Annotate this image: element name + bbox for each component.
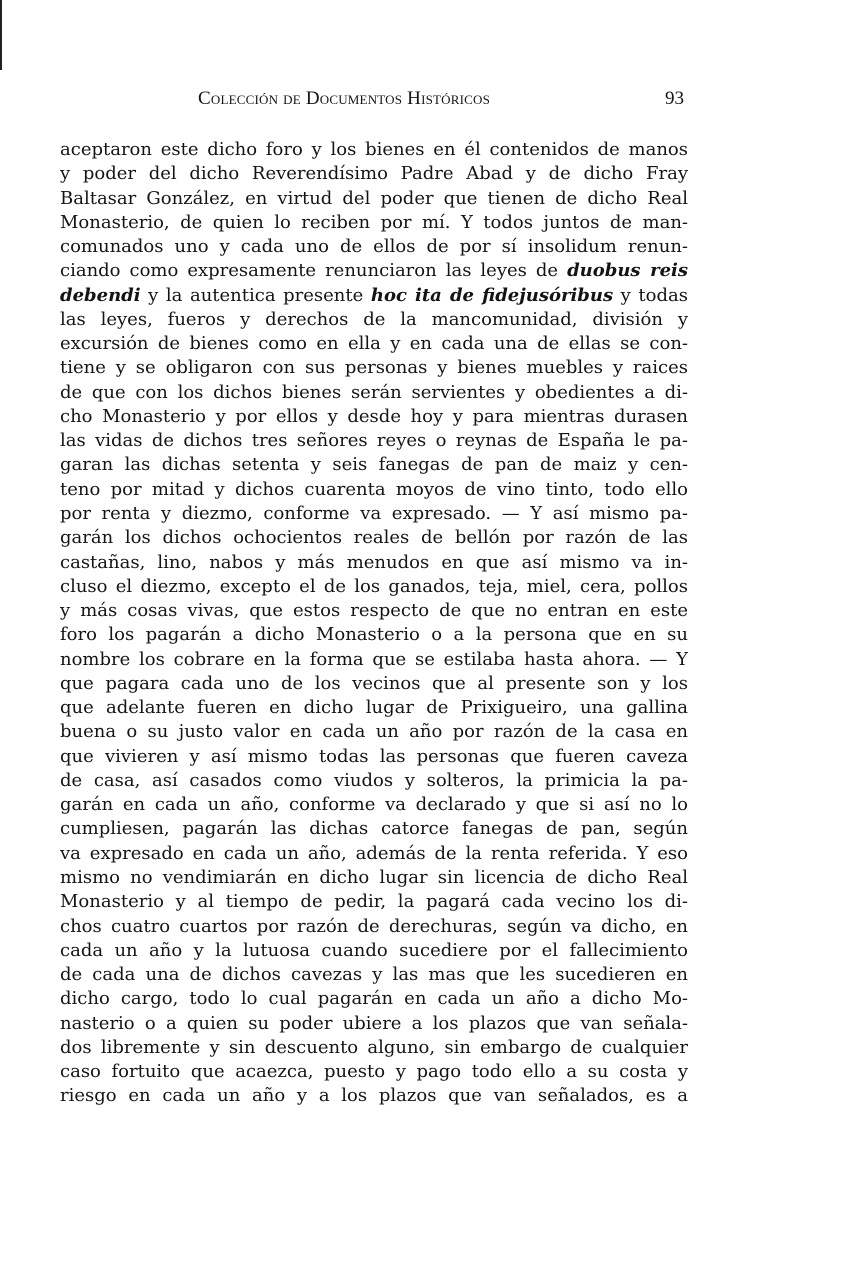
text-segment: castañas, lino, nabos y más menudos en que así mismo va in-	[60, 551, 688, 573]
text-line	[60, 1012, 688, 1036]
text-line	[60, 769, 688, 793]
text-segment: cada un año y la lutuosa cuando sucediere por el fallecimiento	[60, 939, 688, 961]
text-segment: garán en cada un año, conforme va declarado y que si así no lo	[60, 794, 688, 816]
text-line	[60, 308, 688, 332]
text-segment: de que con los dichos bienes serán servientes y obedientes a di-	[60, 381, 688, 403]
text-line	[60, 915, 688, 939]
text-line	[60, 575, 688, 599]
text-segment: Monasterio y al tiempo de pedir, la pagará cada vecino los di-	[60, 891, 688, 913]
text-line	[60, 1060, 688, 1084]
text-segment: garán los dichos ochocientos reales de bellón por razón de las	[60, 527, 688, 549]
text-segment: cluso el diezmo, excepto el de los ganados, teja, miel, cera, pollos	[60, 575, 688, 597]
page-header	[60, 88, 688, 114]
text-line	[60, 672, 688, 696]
text-line	[60, 623, 688, 647]
text-line	[60, 963, 688, 987]
text-line	[60, 939, 688, 963]
text-line	[60, 526, 688, 550]
text-line	[60, 502, 688, 526]
body-text	[60, 138, 688, 1109]
text-line	[60, 187, 688, 211]
text-segment: que pagara cada uno de los vecinos que al presente son y los	[60, 672, 688, 694]
text-segment: que adelante fueren en dicho lugar de Prixigueiro, una gallina	[60, 697, 688, 719]
latin-phrase: hoc ita de fidejusóribus	[370, 284, 614, 306]
text-line	[60, 890, 688, 914]
text-segment: las leyes, fueros y derechos de la mancomunidad, división y	[60, 308, 688, 330]
text-line	[60, 138, 688, 162]
text-line	[60, 745, 688, 769]
text-segment: dicho cargo, todo lo cual pagarán en cada un año a dicho Mo-	[60, 988, 688, 1010]
text-segment: aceptaron este dicho foro y los bienes en él contenidos de manos	[60, 139, 688, 160]
text-segment: de cada una de dichos cavezas y las mas que les sucedieren en	[60, 964, 688, 986]
text-segment: riesgo en cada un año y a los plazos que van señalados, es a	[60, 1085, 688, 1107]
text-segment: mismo no vendimiarán en dicho lugar sin licencia de dicho Real	[60, 866, 688, 888]
text-segment: buena o su justo valor en cada un año por razón de la casa en	[60, 721, 688, 743]
text-line	[60, 478, 688, 502]
text-segment: caso fortuito que acaezca, puesto y pago todo ello a su costa y	[60, 1061, 688, 1083]
text-segment: excursión de bienes como en ella y en cada una de ellas se con-	[60, 333, 688, 355]
text-line	[60, 429, 688, 453]
text-line	[60, 720, 688, 744]
text-segment: garan las dichas setenta y seis fanegas de pan de maiz y cen-	[60, 454, 688, 476]
latin-phrase: duobus reis	[567, 260, 688, 282]
running-title: Colección de Documentos Históricos	[198, 88, 491, 109]
text-segment: dos libremente y sin descuento alguno, sin embargo de cualquier	[60, 1036, 688, 1058]
text-segment: Monasterio, de quien lo reciben por mí. Y todos juntos de man-	[60, 211, 688, 233]
text-line	[60, 162, 688, 186]
text-segment: va expresado en cada un año, además de la renta referida. Y eso	[60, 842, 688, 864]
text-line	[60, 842, 688, 866]
text-line	[60, 211, 688, 235]
text-line	[60, 1084, 688, 1108]
text-segment: tiene y se obligaron con sus personas y bienes muebles y raices	[60, 357, 688, 379]
text-segment: cumpliesen, pagarán las dichas catorce fanegas de pan, según	[60, 818, 688, 840]
text-segment: las vidas de dichos tres señores reyes o reynas de España le pa-	[60, 430, 688, 452]
text-line	[60, 332, 688, 356]
latin-phrase: debendi	[60, 284, 141, 306]
text-segment: nombre los cobrare en la forma que se estilaba hasta ahora. — Y	[60, 648, 688, 670]
text-segment: ciando como expresamente renunciaron las leyes de	[60, 260, 568, 282]
text-line	[60, 405, 688, 429]
text-line	[60, 987, 688, 1011]
text-line	[60, 381, 688, 405]
page-number: 93	[665, 88, 684, 109]
text-line	[60, 696, 688, 720]
text-segment: chos cuatro cuartos por razón de derechuras, según va dicho, en	[60, 915, 688, 937]
text-segment: y todas	[613, 284, 688, 306]
text-segment: por renta y diezmo, conforme va expresado. — Y así mismo pa-	[60, 502, 688, 524]
text-line	[60, 284, 688, 308]
text-line	[60, 453, 688, 477]
text-segment: de casa, así casados como viudos y solteros, la primicia la pa-	[60, 769, 688, 791]
text-segment: y la autentica presente	[140, 284, 371, 306]
text-segment: cho Monasterio y por ellos y desde hoy y para mientras durasen	[60, 405, 688, 427]
text-line	[60, 817, 688, 841]
text-line	[60, 259, 688, 283]
text-segment: Baltasar González, en virtud del poder que tienen de dicho Real	[60, 187, 688, 209]
text-line	[60, 1036, 688, 1060]
text-line	[60, 356, 688, 380]
text-line	[60, 648, 688, 672]
text-line	[60, 599, 688, 623]
text-segment: y poder del dicho Reverendísimo Padre Abad y de dicho Fray	[60, 163, 688, 185]
text-line	[60, 866, 688, 890]
text-segment: foro los pagarán a dicho Monasterio o a la persona que en su	[60, 624, 688, 646]
text-line	[60, 235, 688, 259]
text-line	[60, 793, 688, 817]
text-segment: teno por mitad y dichos cuarenta moyos de vino tinto, todo ello	[60, 478, 688, 500]
text-segment: y más cosas vivas, que estos respecto de que no entran en este	[60, 600, 688, 622]
text-segment: comunados uno y cada uno de ellos de por sí insolidum renun-	[60, 236, 688, 258]
page-edge-line	[0, 0, 2, 70]
text-segment: que vivieren y así mismo todas las personas que fueren caveza	[60, 745, 688, 767]
text-segment: nasterio o a quien su poder ubiere a los plazos que van señala-	[60, 1012, 688, 1034]
text-line	[60, 551, 688, 575]
